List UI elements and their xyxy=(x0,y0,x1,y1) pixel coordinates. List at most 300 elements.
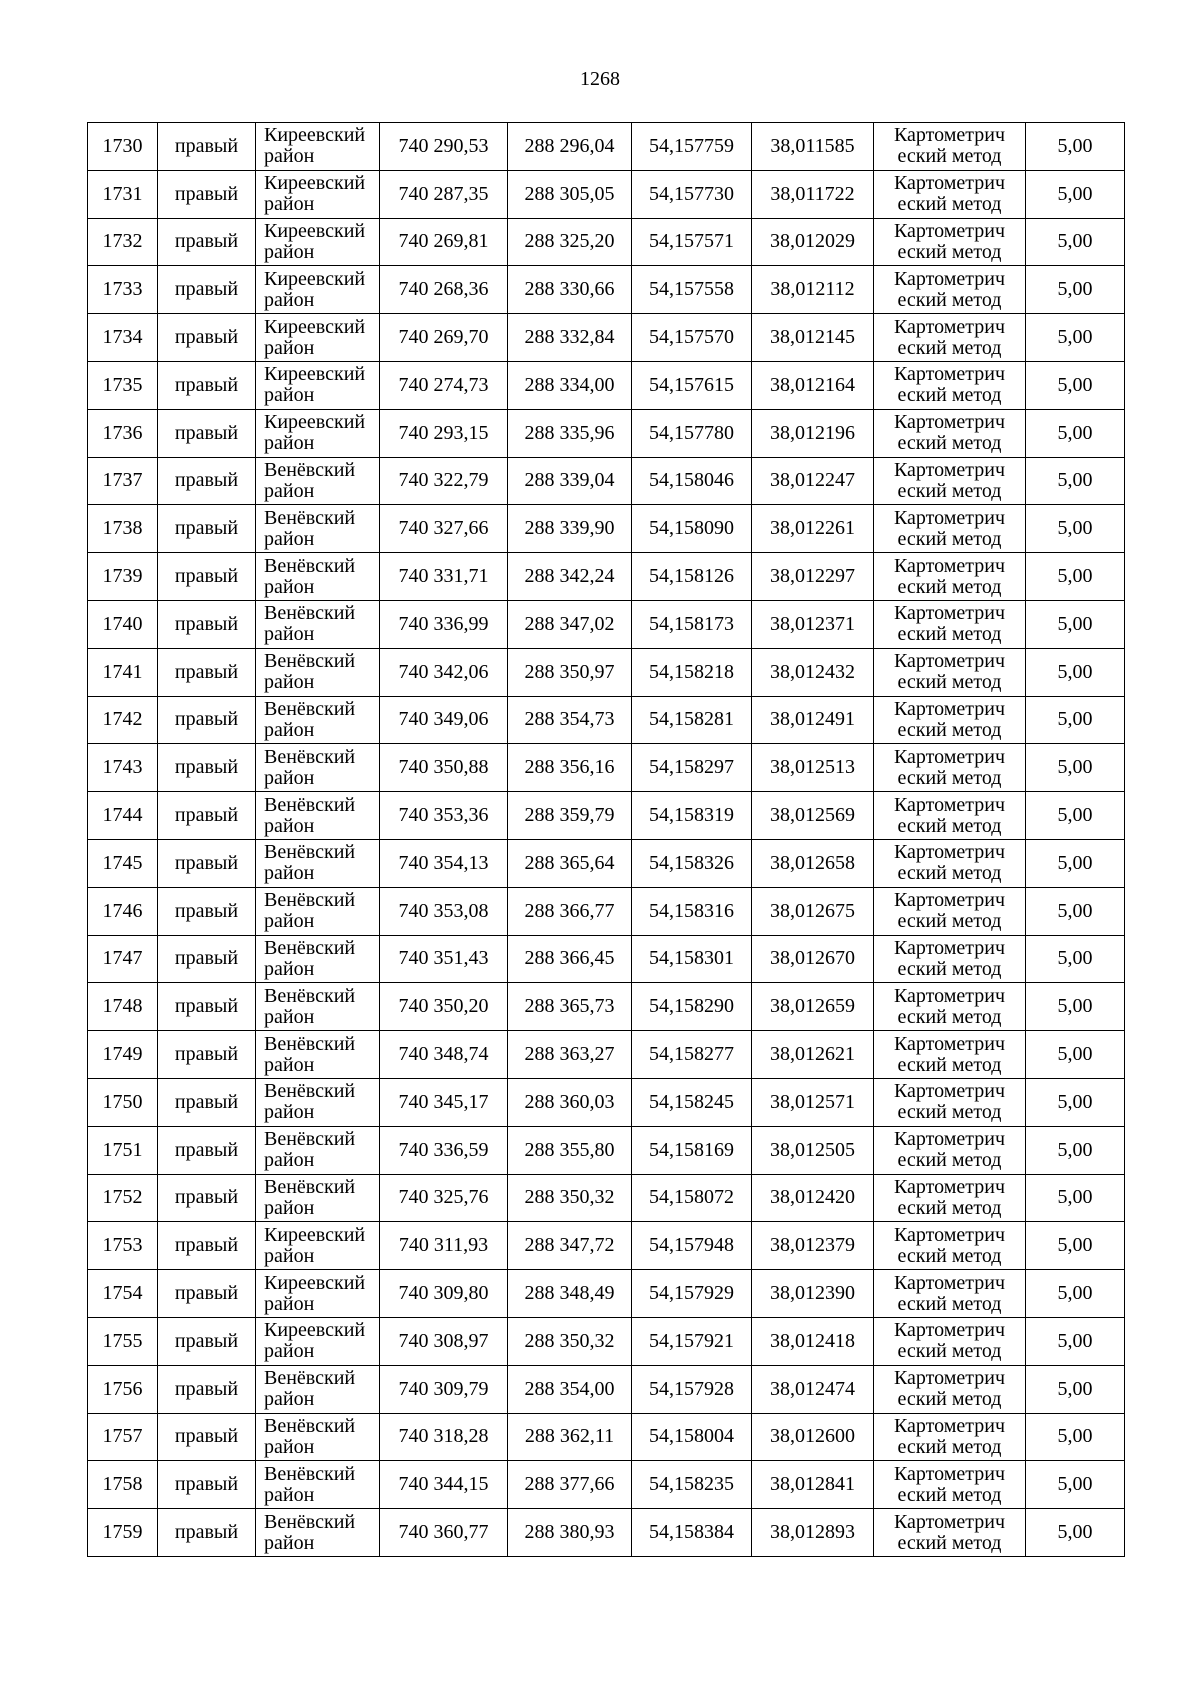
coord-x-cell: 740 293,15 xyxy=(380,409,508,457)
district-cell-line: район xyxy=(264,1005,315,1028)
latitude-cell: 54,158090 xyxy=(632,505,752,553)
district-cell-line: район xyxy=(264,1531,315,1554)
district-cell xyxy=(256,648,380,696)
table-row xyxy=(88,1317,1125,1365)
table-row xyxy=(88,600,1125,648)
table-row xyxy=(88,1365,1125,1413)
method-cell-line: Картометрич xyxy=(893,1223,1006,1246)
point-number-cell: 1743 xyxy=(88,744,158,792)
district-cell-line: район xyxy=(264,288,315,311)
district-cell xyxy=(256,1413,380,1461)
method-cell-line: еский метод xyxy=(897,527,1002,550)
point-number-cell: 1735 xyxy=(88,361,158,409)
district-cell-line: Венёвский xyxy=(264,1510,356,1533)
accuracy-cell: 5,00 xyxy=(1026,600,1125,648)
method-cell-line: еский метод xyxy=(897,288,1002,311)
district-cell-line: Киреевский xyxy=(264,124,366,147)
method-cell xyxy=(874,1126,1026,1174)
latitude-cell: 54,158301 xyxy=(632,935,752,983)
accuracy-cell: 5,00 xyxy=(1026,409,1125,457)
accuracy-cell: 5,00 xyxy=(1026,1317,1125,1365)
method-cell-line: Картометрич xyxy=(893,841,1006,864)
table-row xyxy=(88,170,1125,218)
coord-x-cell: 740 360,77 xyxy=(380,1509,508,1557)
table-row xyxy=(88,1461,1125,1509)
coord-y-cell: 288 362,11 xyxy=(508,1413,632,1461)
district-cell-line: район xyxy=(264,193,315,216)
method-cell-line: Картометрич xyxy=(893,1510,1006,1533)
coord-x-cell: 740 351,43 xyxy=(380,935,508,983)
coord-y-cell: 288 350,97 xyxy=(508,648,632,696)
coord-x-cell: 740 350,20 xyxy=(380,983,508,1031)
bank-side-cell: правый xyxy=(158,1509,256,1557)
coord-x-cell: 740 336,99 xyxy=(380,600,508,648)
district-cell-line: район xyxy=(264,1340,315,1363)
method-cell-line: еский метод xyxy=(897,1292,1002,1315)
longitude-cell: 38,012569 xyxy=(752,792,874,840)
table-row xyxy=(88,505,1125,553)
method-cell xyxy=(874,553,1026,601)
method-cell-line: еский метод xyxy=(897,1388,1002,1411)
district-cell xyxy=(256,1174,380,1222)
bank-side-cell: правый xyxy=(158,1031,256,1079)
district-cell-line: район xyxy=(264,384,315,407)
longitude-cell: 38,012164 xyxy=(752,361,874,409)
table-row xyxy=(88,553,1125,601)
longitude-cell: 38,012841 xyxy=(752,1461,874,1509)
method-cell-line: еский метод xyxy=(897,862,1002,885)
method-cell-line: Картометрич xyxy=(893,1414,1006,1437)
district-cell-line: район xyxy=(264,432,315,455)
table-row xyxy=(88,744,1125,792)
latitude-cell: 54,158218 xyxy=(632,648,752,696)
district-cell-line: Киреевский xyxy=(264,411,366,434)
method-cell-line: Картометрич xyxy=(893,124,1006,147)
longitude-cell: 38,012112 xyxy=(752,266,874,314)
bank-side-cell: правый xyxy=(158,1078,256,1126)
latitude-cell: 54,158072 xyxy=(632,1174,752,1222)
district-cell xyxy=(256,1509,380,1557)
coord-x-cell: 740 348,74 xyxy=(380,1031,508,1079)
coord-y-cell: 288 365,64 xyxy=(508,839,632,887)
bank-side-cell: правый xyxy=(158,457,256,505)
table-row xyxy=(88,935,1125,983)
method-cell-line: Картометрич xyxy=(893,793,1006,816)
method-cell xyxy=(874,1365,1026,1413)
bank-side-cell: правый xyxy=(158,1461,256,1509)
district-cell-line: район xyxy=(264,1196,315,1219)
latitude-cell: 54,158290 xyxy=(632,983,752,1031)
longitude-cell: 38,012371 xyxy=(752,600,874,648)
method-cell-line: Картометрич xyxy=(893,1367,1006,1390)
district-cell xyxy=(256,887,380,935)
accuracy-cell: 5,00 xyxy=(1026,1078,1125,1126)
district-cell-line: Венёвский xyxy=(264,889,356,912)
accuracy-cell: 5,00 xyxy=(1026,935,1125,983)
bank-side-cell: правый xyxy=(158,696,256,744)
accuracy-cell: 5,00 xyxy=(1026,1509,1125,1557)
coord-y-cell: 288 332,84 xyxy=(508,314,632,362)
latitude-cell: 54,157928 xyxy=(632,1365,752,1413)
method-cell-line: еский метод xyxy=(897,1196,1002,1219)
district-cell-line: район xyxy=(264,957,315,980)
method-cell xyxy=(874,1509,1026,1557)
district-cell-line: Киреевский xyxy=(264,219,366,242)
accuracy-cell: 5,00 xyxy=(1026,1174,1125,1222)
district-cell xyxy=(256,1365,380,1413)
latitude-cell: 54,158319 xyxy=(632,792,752,840)
method-cell-line: Картометрич xyxy=(893,650,1006,673)
method-cell xyxy=(874,792,1026,840)
district-cell-line: район xyxy=(264,1292,315,1315)
accuracy-cell: 5,00 xyxy=(1026,744,1125,792)
district-cell xyxy=(256,600,380,648)
coord-y-cell: 288 305,05 xyxy=(508,170,632,218)
table-row xyxy=(88,839,1125,887)
district-cell xyxy=(256,696,380,744)
accuracy-cell: 5,00 xyxy=(1026,218,1125,266)
latitude-cell: 54,158326 xyxy=(632,839,752,887)
coord-x-cell: 740 322,79 xyxy=(380,457,508,505)
table-row xyxy=(88,1078,1125,1126)
method-cell-line: еский метод xyxy=(897,1053,1002,1076)
coord-y-cell: 288 355,80 xyxy=(508,1126,632,1174)
district-cell-line: Венёвский xyxy=(264,506,356,529)
coord-x-cell: 740 318,28 xyxy=(380,1413,508,1461)
method-cell-line: еский метод xyxy=(897,1340,1002,1363)
district-cell xyxy=(256,1222,380,1270)
district-cell-line: Венёвский xyxy=(264,1414,356,1437)
point-number-cell: 1745 xyxy=(88,839,158,887)
point-number-cell: 1740 xyxy=(88,600,158,648)
coord-y-cell: 288 377,66 xyxy=(508,1461,632,1509)
longitude-cell: 38,012893 xyxy=(752,1509,874,1557)
method-cell xyxy=(874,696,1026,744)
coord-y-cell: 288 296,04 xyxy=(508,123,632,171)
coord-y-cell: 288 365,73 xyxy=(508,983,632,1031)
district-cell-line: Киреевский xyxy=(264,267,366,290)
bank-side-cell: правый xyxy=(158,170,256,218)
point-number-cell: 1756 xyxy=(88,1365,158,1413)
accuracy-cell: 5,00 xyxy=(1026,170,1125,218)
method-cell-line: еский метод xyxy=(897,1435,1002,1458)
coord-y-cell: 288 335,96 xyxy=(508,409,632,457)
method-cell xyxy=(874,505,1026,553)
coord-y-cell: 288 350,32 xyxy=(508,1174,632,1222)
district-cell-line: Венёвский xyxy=(264,936,356,959)
method-cell xyxy=(874,361,1026,409)
district-cell xyxy=(256,409,380,457)
coord-y-cell: 288 347,72 xyxy=(508,1222,632,1270)
table-row xyxy=(88,792,1125,840)
method-cell-line: еский метод xyxy=(897,1149,1002,1172)
district-cell xyxy=(256,1031,380,1079)
district-cell-line: район xyxy=(264,1101,315,1124)
method-cell-line: Картометрич xyxy=(893,1032,1006,1055)
latitude-cell: 54,158169 xyxy=(632,1126,752,1174)
longitude-cell: 38,012297 xyxy=(752,553,874,601)
bank-side-cell: правый xyxy=(158,648,256,696)
latitude-cell: 54,158316 xyxy=(632,887,752,935)
district-cell xyxy=(256,123,380,171)
method-cell-line: еский метод xyxy=(897,240,1002,263)
coord-y-cell: 288 356,16 xyxy=(508,744,632,792)
method-cell-line: Картометрич xyxy=(893,172,1006,195)
coordinates-table-body xyxy=(88,123,1125,1557)
coord-x-cell: 740 274,73 xyxy=(380,361,508,409)
district-cell-line: район xyxy=(264,718,315,741)
method-cell xyxy=(874,266,1026,314)
method-cell-line: Картометрич xyxy=(893,602,1006,625)
bank-side-cell: правый xyxy=(158,1270,256,1318)
latitude-cell: 54,157570 xyxy=(632,314,752,362)
method-cell-line: еский метод xyxy=(897,336,1002,359)
method-cell xyxy=(874,123,1026,171)
table-row xyxy=(88,218,1125,266)
method-cell xyxy=(874,1078,1026,1126)
bank-side-cell: правый xyxy=(158,839,256,887)
method-cell xyxy=(874,457,1026,505)
coord-x-cell: 740 269,81 xyxy=(380,218,508,266)
district-cell-line: Киреевский xyxy=(264,1271,366,1294)
district-cell-line: район xyxy=(264,527,315,550)
method-cell xyxy=(874,1031,1026,1079)
longitude-cell: 38,012600 xyxy=(752,1413,874,1461)
district-cell xyxy=(256,792,380,840)
bank-side-cell: правый xyxy=(158,553,256,601)
district-cell-line: Венёвский xyxy=(264,1080,356,1103)
method-cell xyxy=(874,1461,1026,1509)
table-row xyxy=(88,1270,1125,1318)
longitude-cell: 38,012418 xyxy=(752,1317,874,1365)
latitude-cell: 54,158297 xyxy=(632,744,752,792)
district-cell xyxy=(256,1078,380,1126)
latitude-cell: 54,157948 xyxy=(632,1222,752,1270)
bank-side-cell: правый xyxy=(158,314,256,362)
longitude-cell: 38,012379 xyxy=(752,1222,874,1270)
coord-y-cell: 288 339,04 xyxy=(508,457,632,505)
longitude-cell: 38,012571 xyxy=(752,1078,874,1126)
point-number-cell: 1757 xyxy=(88,1413,158,1461)
latitude-cell: 54,157615 xyxy=(632,361,752,409)
point-number-cell: 1755 xyxy=(88,1317,158,1365)
coord-x-cell: 740 344,15 xyxy=(380,1461,508,1509)
district-cell-line: район xyxy=(264,862,315,885)
longitude-cell: 38,012670 xyxy=(752,935,874,983)
point-number-cell: 1748 xyxy=(88,983,158,1031)
bank-side-cell: правый xyxy=(158,505,256,553)
district-cell xyxy=(256,314,380,362)
district-cell-line: Венёвский xyxy=(264,1032,356,1055)
latitude-cell: 54,158004 xyxy=(632,1413,752,1461)
district-cell xyxy=(256,1126,380,1174)
district-cell-line: район xyxy=(264,623,315,646)
district-cell-line: Венёвский xyxy=(264,1462,356,1485)
district-cell-line: район xyxy=(264,1053,315,1076)
bank-side-cell: правый xyxy=(158,744,256,792)
method-cell-line: Картометрич xyxy=(893,1462,1006,1485)
district-cell xyxy=(256,983,380,1031)
district-cell-line: Венёвский xyxy=(264,1175,356,1198)
point-number-cell: 1752 xyxy=(88,1174,158,1222)
method-cell-line: еский метод xyxy=(897,671,1002,694)
method-cell-line: еский метод xyxy=(897,1531,1002,1554)
district-cell-line: Киреевский xyxy=(264,1223,366,1246)
point-number-cell: 1754 xyxy=(88,1270,158,1318)
district-cell xyxy=(256,457,380,505)
method-cell xyxy=(874,1413,1026,1461)
accuracy-cell: 5,00 xyxy=(1026,1031,1125,1079)
longitude-cell: 38,012505 xyxy=(752,1126,874,1174)
accuracy-cell: 5,00 xyxy=(1026,696,1125,744)
latitude-cell: 54,158173 xyxy=(632,600,752,648)
longitude-cell: 38,012491 xyxy=(752,696,874,744)
district-cell-line: район xyxy=(264,1388,315,1411)
accuracy-cell: 5,00 xyxy=(1026,1461,1125,1509)
point-number-cell: 1758 xyxy=(88,1461,158,1509)
method-cell xyxy=(874,1270,1026,1318)
method-cell-line: еский метод xyxy=(897,957,1002,980)
longitude-cell: 38,012196 xyxy=(752,409,874,457)
accuracy-cell: 5,00 xyxy=(1026,1126,1125,1174)
method-cell-line: еский метод xyxy=(897,623,1002,646)
table-row xyxy=(88,983,1125,1031)
coord-y-cell: 288 342,24 xyxy=(508,553,632,601)
district-cell xyxy=(256,1317,380,1365)
district-cell-line: район xyxy=(264,910,315,933)
accuracy-cell: 5,00 xyxy=(1026,457,1125,505)
district-cell-line: район xyxy=(264,814,315,837)
longitude-cell: 38,012474 xyxy=(752,1365,874,1413)
longitude-cell: 38,012420 xyxy=(752,1174,874,1222)
method-cell-line: еский метод xyxy=(897,145,1002,168)
bank-side-cell: правый xyxy=(158,792,256,840)
accuracy-cell: 5,00 xyxy=(1026,1270,1125,1318)
table-row xyxy=(88,887,1125,935)
coord-x-cell: 740 327,66 xyxy=(380,505,508,553)
table-row xyxy=(88,457,1125,505)
longitude-cell: 38,012659 xyxy=(752,983,874,1031)
bank-side-cell: правый xyxy=(158,935,256,983)
coord-x-cell: 740 290,53 xyxy=(380,123,508,171)
method-cell xyxy=(874,839,1026,887)
method-cell xyxy=(874,1317,1026,1365)
bank-side-cell: правый xyxy=(158,1126,256,1174)
coord-y-cell: 288 325,20 xyxy=(508,218,632,266)
method-cell-line: еский метод xyxy=(897,479,1002,502)
method-cell-line: еский метод xyxy=(897,1005,1002,1028)
coord-y-cell: 288 347,02 xyxy=(508,600,632,648)
coord-x-cell: 740 331,71 xyxy=(380,553,508,601)
district-cell-line: Венёвский xyxy=(264,745,356,768)
table-row xyxy=(88,1222,1125,1270)
longitude-cell: 38,012621 xyxy=(752,1031,874,1079)
table-row xyxy=(88,1126,1125,1174)
coord-x-cell: 740 353,36 xyxy=(380,792,508,840)
method-cell-line: Картометрич xyxy=(893,363,1006,386)
accuracy-cell: 5,00 xyxy=(1026,839,1125,887)
accuracy-cell: 5,00 xyxy=(1026,314,1125,362)
method-cell-line: еский метод xyxy=(897,575,1002,598)
bank-side-cell: правый xyxy=(158,361,256,409)
latitude-cell: 54,157921 xyxy=(632,1317,752,1365)
method-cell-line: еский метод xyxy=(897,1101,1002,1124)
bank-side-cell: правый xyxy=(158,218,256,266)
point-number-cell: 1736 xyxy=(88,409,158,457)
table-row xyxy=(88,1174,1125,1222)
point-number-cell: 1731 xyxy=(88,170,158,218)
table-row xyxy=(88,1509,1125,1557)
point-number-cell: 1737 xyxy=(88,457,158,505)
method-cell-line: Картометрич xyxy=(893,458,1006,481)
method-cell-line: еский метод xyxy=(897,910,1002,933)
district-cell-line: Киреевский xyxy=(264,1319,366,1342)
district-cell xyxy=(256,266,380,314)
method-cell-line: еский метод xyxy=(897,1244,1002,1267)
coord-y-cell: 288 363,27 xyxy=(508,1031,632,1079)
longitude-cell: 38,011585 xyxy=(752,123,874,171)
method-cell-line: еский метод xyxy=(897,766,1002,789)
longitude-cell: 38,012658 xyxy=(752,839,874,887)
page-number: 1268 xyxy=(580,68,620,90)
accuracy-cell: 5,00 xyxy=(1026,1365,1125,1413)
district-cell-line: район xyxy=(264,240,315,263)
district-cell-line: район xyxy=(264,671,315,694)
method-cell xyxy=(874,314,1026,362)
coord-x-cell: 740 336,59 xyxy=(380,1126,508,1174)
method-cell-line: еский метод xyxy=(897,432,1002,455)
point-number-cell: 1738 xyxy=(88,505,158,553)
coord-x-cell: 740 309,80 xyxy=(380,1270,508,1318)
bank-side-cell: правый xyxy=(158,1365,256,1413)
coord-x-cell: 740 354,13 xyxy=(380,839,508,887)
point-number-cell: 1734 xyxy=(88,314,158,362)
method-cell-line: еский метод xyxy=(897,193,1002,216)
coord-y-cell: 288 354,73 xyxy=(508,696,632,744)
table-row xyxy=(88,409,1125,457)
district-cell-line: район xyxy=(264,575,315,598)
latitude-cell: 54,158235 xyxy=(632,1461,752,1509)
latitude-cell: 54,157759 xyxy=(632,123,752,171)
coord-x-cell: 740 308,97 xyxy=(380,1317,508,1365)
district-cell xyxy=(256,218,380,266)
method-cell-line: еский метод xyxy=(897,718,1002,741)
district-cell-line: район xyxy=(264,1483,315,1506)
method-cell-line: Картометрич xyxy=(893,745,1006,768)
bank-side-cell: правый xyxy=(158,1413,256,1461)
coord-y-cell: 288 334,00 xyxy=(508,361,632,409)
coord-y-cell: 288 366,77 xyxy=(508,887,632,935)
longitude-cell: 38,012145 xyxy=(752,314,874,362)
district-cell xyxy=(256,839,380,887)
coord-x-cell: 740 350,88 xyxy=(380,744,508,792)
method-cell xyxy=(874,1174,1026,1222)
coord-x-cell: 740 342,06 xyxy=(380,648,508,696)
district-cell-line: Киреевский xyxy=(264,172,366,195)
district-cell-line: Венёвский xyxy=(264,841,356,864)
district-cell-line: район xyxy=(264,145,315,168)
district-cell xyxy=(256,744,380,792)
accuracy-cell: 5,00 xyxy=(1026,361,1125,409)
district-cell-line: район xyxy=(264,479,315,502)
accuracy-cell: 5,00 xyxy=(1026,505,1125,553)
method-cell-line: Картометрич xyxy=(893,219,1006,242)
method-cell-line: Картометрич xyxy=(893,984,1006,1007)
point-number-cell: 1741 xyxy=(88,648,158,696)
district-cell-line: район xyxy=(264,336,315,359)
district-cell-line: Венёвский xyxy=(264,458,356,481)
method-cell xyxy=(874,744,1026,792)
